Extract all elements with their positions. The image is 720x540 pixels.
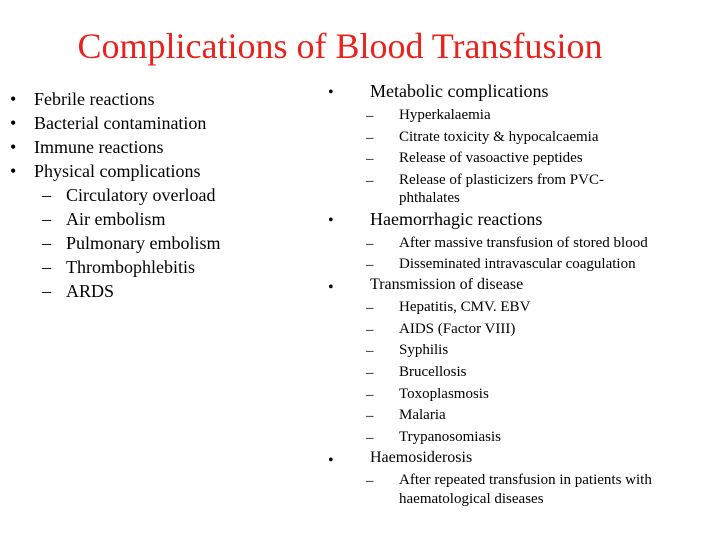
dash-icon: –: [366, 473, 374, 489]
bullet-icon: •: [328, 212, 334, 229]
sub-list-item-label: Citrate toxicity & hypocalcaemia: [399, 129, 599, 145]
sub-list-item-label: Malaria: [399, 407, 446, 423]
sub-list-item-label: Thrombophlebitis: [66, 257, 195, 277]
sub-list-item-label: Pulmonary embolism: [66, 233, 221, 253]
sub-list-item-label: Trypanosomiasis: [399, 429, 501, 445]
list-item-label: Bacterial contamination: [34, 113, 207, 133]
dash-icon: –: [366, 173, 374, 189]
dash-icon: –: [366, 257, 374, 273]
section-heading-metabolic: Metabolic complications: [370, 81, 549, 101]
dash-icon: –: [42, 257, 51, 277]
dash-icon: –: [42, 209, 51, 229]
dash-icon: –: [366, 108, 374, 124]
dash-icon: –: [366, 130, 374, 146]
dash-icon: –: [366, 430, 374, 446]
sub-list-item-label: After massive transfusion of stored blood: [399, 235, 648, 251]
bullet-icon: •: [328, 279, 334, 296]
slide-title: Complications of Blood Transfusion: [77, 26, 603, 66]
sub-list-item-label: Disseminated intravascular coagulation: [399, 256, 636, 272]
sub-list-item-label: Release of vasoactive peptides: [399, 150, 583, 166]
sub-list-item-label: Brucellosis: [399, 364, 467, 380]
sub-list-item-label: Hepatitis, CMV. EBV: [399, 299, 531, 315]
sub-list-item-label: ARDS: [66, 281, 115, 301]
section-heading-haemosiderosis: Haemosiderosis: [370, 449, 473, 466]
dash-icon: –: [366, 236, 374, 252]
dash-icon: –: [366, 365, 374, 381]
list-item-label: Physical complications: [34, 161, 201, 181]
dash-icon: –: [42, 233, 51, 253]
sub-list-item-label: Circulatory overload: [66, 185, 216, 205]
dash-icon: –: [366, 300, 374, 316]
sub-list-item-label: AIDS (Factor VIII): [399, 321, 516, 337]
dash-icon: –: [366, 322, 374, 338]
sub-list-item-label: Air embolism: [66, 209, 166, 229]
bullet-icon: •: [328, 452, 334, 469]
sub-list-item-label: After repeated transfusion in patients with: [399, 472, 652, 488]
dash-icon: –: [42, 185, 51, 205]
bullet-icon: •: [328, 84, 334, 101]
list-item-label: Immune reactions: [34, 137, 164, 157]
dash-icon: –: [366, 151, 374, 167]
sub-list-item-label: Syphilis: [399, 342, 449, 358]
section-heading-haemorrhagic: Haemorrhagic reactions: [370, 209, 543, 229]
bullet-icon: •: [10, 137, 17, 157]
sub-list-item-label: haematological diseases: [399, 491, 544, 507]
section-heading-transmission: Transmission of disease: [370, 276, 524, 293]
sub-list-item-label: phthalates: [399, 190, 460, 206]
sub-list-item-label: Toxoplasmosis: [399, 386, 489, 402]
list-item-label: Febrile reactions: [34, 89, 155, 109]
bullet-icon: •: [10, 89, 17, 109]
dash-icon: –: [366, 408, 374, 424]
dash-icon: –: [366, 387, 374, 403]
dash-icon: –: [42, 281, 51, 301]
bullet-icon: •: [10, 113, 17, 133]
dash-icon: –: [366, 343, 374, 359]
sub-list-item-label: Hyperkalaemia: [399, 107, 491, 123]
sub-list-item-label: Release of plasticizers from PVC-: [399, 172, 604, 188]
bullet-icon: •: [10, 161, 17, 181]
